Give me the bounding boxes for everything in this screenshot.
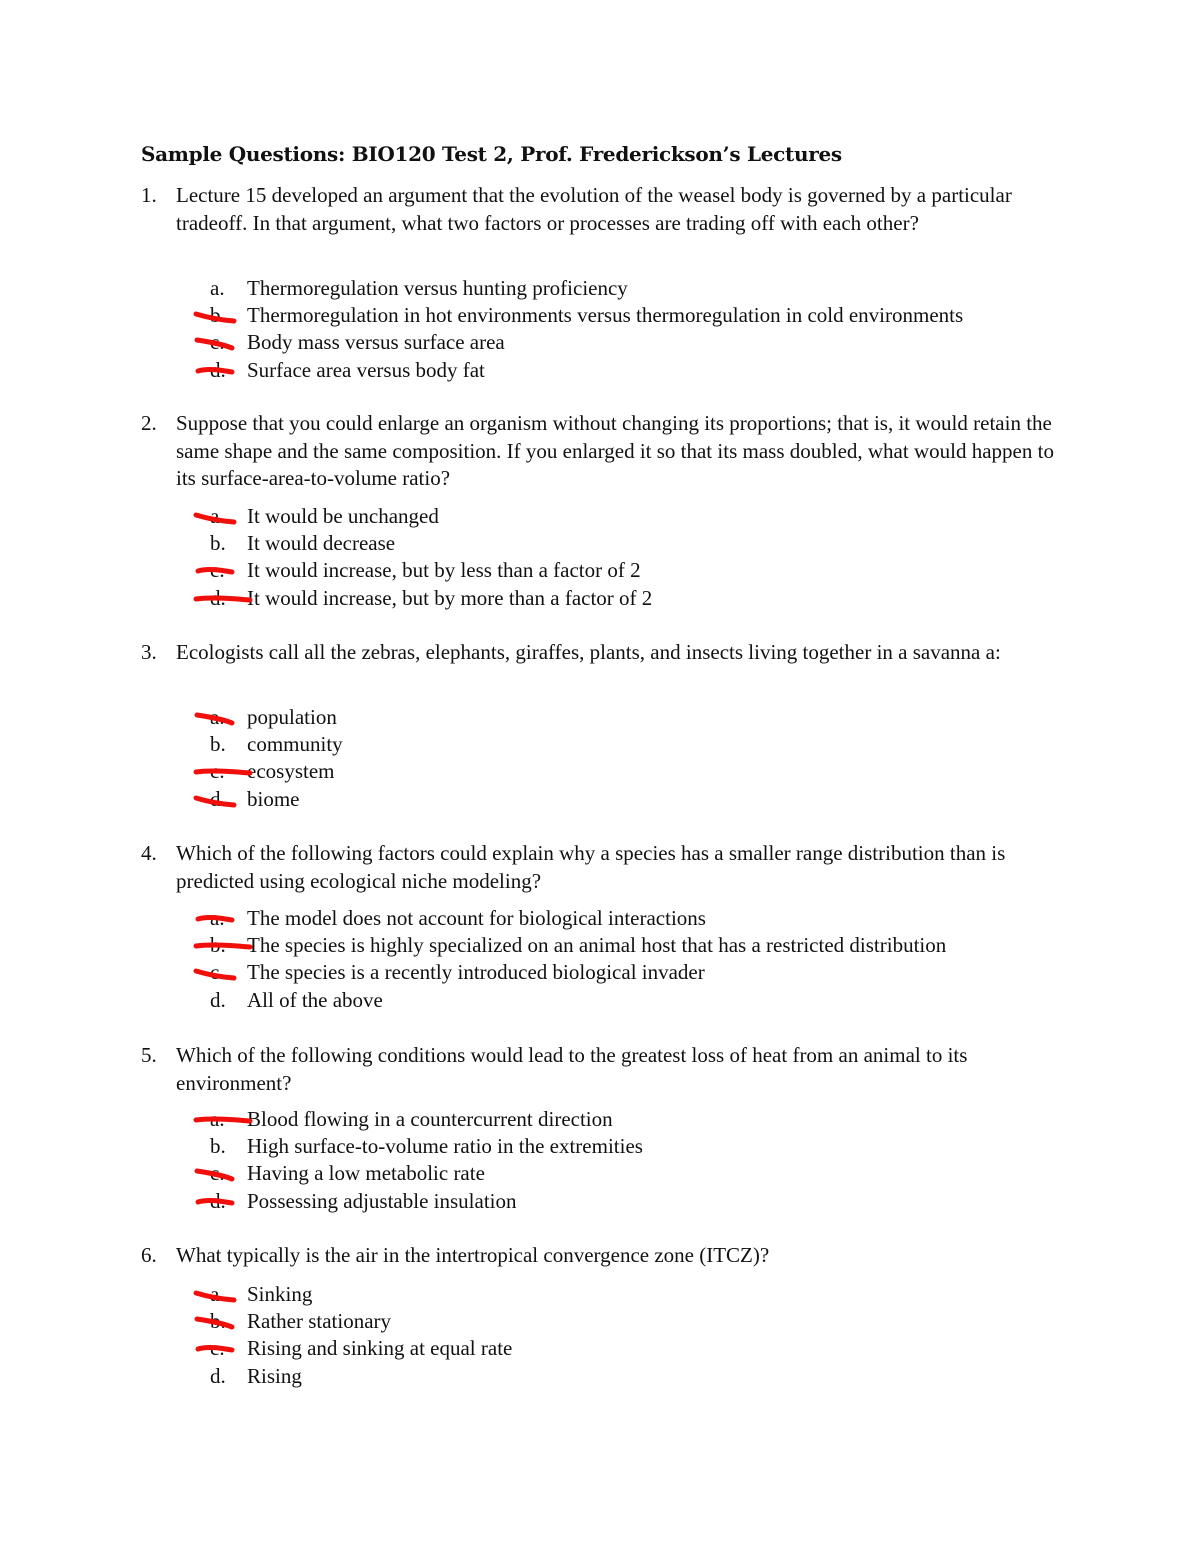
option-letter: b. (210, 531, 226, 556)
option-letter: b. (210, 1309, 226, 1334)
strike-stroke (196, 515, 234, 522)
answer-option (176, 530, 1076, 557)
page-title: Sample Questions: BIO120 Test 2, Prof. Frederickson’s Lectures (141, 142, 842, 166)
question-number: 1. (141, 183, 157, 207)
option-text: Blood flowing in a countercurrent direction (247, 1107, 613, 1131)
option-letter: b. (210, 303, 226, 328)
question-number: 2. (141, 411, 157, 435)
strike-mark (194, 1290, 252, 1304)
answer-option (176, 758, 1076, 785)
strike-mark (194, 366, 252, 380)
strike-mark (194, 1169, 252, 1183)
option-text: It would decrease (247, 531, 396, 556)
option-text: Thermoregulation in hot environments versus thermoregulation in cold environments (247, 303, 964, 328)
option-letter: c. (210, 960, 225, 985)
option-letter: b. (210, 1134, 226, 1159)
answer-option (176, 1281, 1076, 1308)
option-letter: b. (210, 732, 226, 757)
strike-stroke (197, 1171, 232, 1179)
option-text: Possessing adjustable insulation (247, 1188, 517, 1213)
option-letter: a. (210, 1107, 225, 1131)
answer-option (176, 731, 1076, 758)
answer-option (176, 302, 1076, 329)
strike-mark (194, 594, 252, 608)
option-text: It would increase, but by less than a factor of 2 (247, 558, 641, 583)
strike-mark (194, 968, 252, 982)
option-letter: c. (210, 759, 225, 784)
option-text: The model does not account for biological interactions (247, 906, 706, 930)
question-text: Which of the following factors could explain why a species has a smaller range distribution than is predicted using ecological niche modeling? (176, 841, 1006, 893)
question-text: Ecologists call all the zebras, elephants, giraffes, plants, and insects living together in a savanna a: (176, 640, 1001, 664)
option-letter: a. (210, 705, 225, 729)
option-text: Rising (247, 1363, 302, 1388)
option-letter: c. (210, 1336, 225, 1361)
option-text: biome (247, 786, 300, 811)
option-letter: a. (210, 276, 225, 300)
option-letter: a. (210, 1282, 225, 1306)
strike-mark (194, 1317, 252, 1331)
option-letter: a. (210, 906, 225, 930)
answer-option (176, 1308, 1076, 1335)
option-text: The species is highly specialized on an animal host that has a restricted distribution (247, 933, 947, 958)
option-text: Thermoregulation versus hunting proficiency (247, 276, 628, 300)
answer-option (176, 357, 1076, 384)
strike-stroke (198, 1200, 232, 1203)
question-number: 5. (141, 1043, 157, 1067)
strike-mark (194, 941, 252, 955)
option-text: Surface area versus body fat (247, 357, 485, 382)
option-text: It would be unchanged (247, 504, 439, 528)
question-number: 6. (141, 1243, 157, 1267)
option-letter: b. (210, 933, 226, 958)
option-letter: d. (210, 357, 226, 382)
answer-option (176, 932, 1076, 959)
strike-mark (194, 1115, 252, 1129)
strike-stroke (197, 1319, 232, 1327)
strike-stroke (197, 715, 232, 723)
answer-option (176, 585, 1076, 612)
option-letter: d. (210, 585, 226, 610)
option-text: Rising and sinking at equal rate (247, 1336, 513, 1361)
strike-mark (194, 767, 252, 781)
answer-option (176, 959, 1076, 986)
option-letter: c. (210, 1161, 225, 1186)
strike-stroke (198, 1348, 232, 1351)
answer-option (176, 987, 1076, 1014)
option-text: The species is a recently introduced biological invader (247, 960, 705, 985)
strike-mark (194, 1344, 252, 1358)
answer-option (176, 503, 1076, 530)
strike-mark (194, 914, 252, 928)
strike-stroke (196, 598, 250, 600)
option-text: ecosystem (247, 759, 335, 784)
answer-option (176, 329, 1076, 356)
answer-option (176, 786, 1076, 813)
option-letter: d. (210, 786, 226, 811)
strike-mark (194, 512, 252, 526)
question-number: 4. (141, 841, 157, 865)
strike-stroke (196, 945, 250, 947)
option-text: Rather stationary (247, 1309, 392, 1334)
strike-stroke (196, 971, 234, 978)
option-text: All of the above (247, 987, 383, 1012)
option-letter: d. (210, 1188, 226, 1213)
option-letter: d. (210, 987, 226, 1012)
answer-option (176, 1188, 1076, 1215)
option-text: community (247, 732, 343, 757)
option-letter: d. (210, 1363, 226, 1388)
question-number: 3. (141, 640, 157, 664)
question-text: What typically is the air in the intertropical convergence zone (ITCZ)? (176, 1243, 770, 1267)
option-text: Having a low metabolic rate (247, 1161, 485, 1186)
strike-mark (194, 338, 252, 352)
strike-mark (194, 311, 252, 325)
answer-option (176, 1133, 1076, 1160)
answer-option (176, 1363, 1076, 1390)
strike-stroke (196, 1119, 250, 1121)
answer-option (176, 1160, 1076, 1187)
answer-option (176, 557, 1076, 584)
strike-mark (194, 566, 252, 580)
option-text: It would increase, but by more than a factor of 2 (247, 585, 653, 610)
strike-stroke (198, 369, 232, 372)
answer-option (176, 905, 1076, 932)
strike-stroke (197, 340, 232, 348)
option-letter: c. (210, 558, 225, 583)
strike-stroke (196, 798, 234, 805)
answer-option (176, 1335, 1076, 1362)
option-text: population (247, 705, 337, 729)
option-letter: c. (210, 330, 225, 355)
option-text: Sinking (247, 1282, 313, 1306)
strike-stroke (196, 771, 250, 773)
strike-mark (194, 795, 252, 809)
strike-stroke (198, 570, 232, 573)
option-text: Body mass versus surface area (247, 330, 505, 355)
question-text: Lecture 15 developed an argument that the evolution of the weasel body is governed by a particular tradeoff. In that argument, what two factors or processes are trading off with each other? (176, 183, 1012, 235)
strike-stroke (196, 314, 234, 321)
answer-option (176, 704, 1076, 731)
question-text: Suppose that you could enlarge an organism without changing its proportions; that is, it would retain the same shape and the same composition. If you enlarged it so that its mass doubled, what would happen to its surface-area-to-volume ratio? (176, 411, 1054, 490)
answer-option (176, 1106, 1076, 1133)
strike-stroke (198, 917, 232, 920)
option-text: High surface-to-volume ratio in the extremities (247, 1134, 643, 1159)
question-text: Which of the following conditions would lead to the greatest loss of heat from an animal to its environment? (176, 1043, 968, 1095)
strike-mark (194, 713, 252, 727)
strike-mark (194, 1197, 252, 1211)
answer-option (176, 275, 1076, 302)
strike-stroke (196, 1293, 234, 1300)
option-letter: a. (210, 504, 225, 528)
